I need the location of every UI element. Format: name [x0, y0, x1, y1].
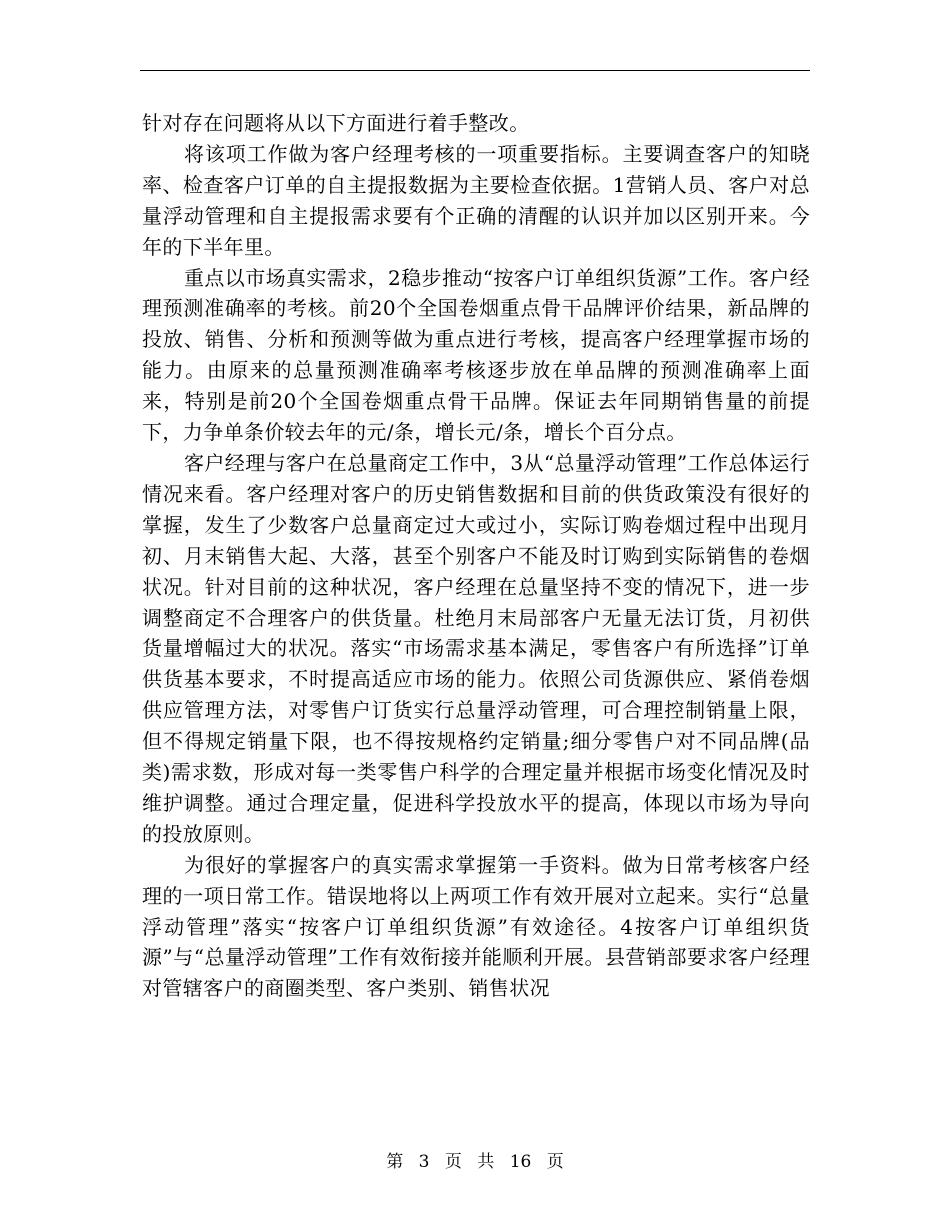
page-footer	[0, 1150, 950, 1174]
footer-label-page-unit: 页	[444, 1152, 462, 1172]
paragraph-2: 将该项工作做为客户经理考核的一项重要指标。主要调查客户的知晓率、检查客户订单的自主提报数据为主要检查依据。1营销人员、客户对总量浮动管理和自主提报需求要有个正确的清醒的认识并加以区别开来。今年的下半年里。	[142, 141, 810, 259]
paragraph-1: 针对存在问题将从以下方面进行着手整改。	[142, 111, 530, 135]
footer-label-total: 共	[477, 1152, 495, 1172]
header-rule	[140, 70, 810, 71]
footer-label-total-unit: 页	[546, 1152, 564, 1172]
paragraph-3: 重点以市场真实需求，2稳步推动“按客户订单组织货源”工作。客户经理预测准确率的考核。前20个全国卷烟重点骨干品牌评价结果，新品牌的投放、销售、分析和预测等做为重点进行考核，提高客户经理掌握市场的能力。由原来的总量预测准确率考核逐步放在单品牌的预测准确率上面来，特别是前20个全国卷烟重点骨干品牌。保证去年同期销售量的前提下，力争单条价较去年的元/条，增长元/条，增长个百分点。	[142, 265, 810, 445]
footer-total-pages: 16	[509, 1152, 532, 1172]
footer-current-page: 3	[418, 1152, 430, 1172]
paragraph-5: 为很好的掌握客户的真实需求掌握第一手资料。做为日常考核客户经理的一项日常工作。错误地将以上两项工作有效开展对立起来。实行“总量浮动管理”落实“按客户订单组织货源”有效途径。4按客户订单组织货源”与“总量浮动管理”工作有效衔接并能顺利开展。县营销部要求客户经理对管辖客户的商圈类型、客户类别、销售状况	[142, 852, 810, 1001]
paragraph-4: 客户经理与客户在总量商定工作中，3从“总量浮动管理”工作总体运行情况来看。客户经理对客户的历史销售数据和目前的供货政策没有很好的掌握，发生了少数客户总量商定过大或过小，实际订购卷烟过程中出现月初、月末销售大起、大落，甚至个别客户不能及时订购到实际销售的卷烟状况。针对目前的这种状况，客户经理在总量坚持不变的情况下，进一步调整商定不合理客户的供货量。杜绝月末局部客户无量无法订货，月初供货量增幅过大的状况。落实“市场需求基本满足，零售客户有所选择”订单供货基本要求，不时提高适应市场的能力。依照公司货源供应、紧俏卷烟供应管理方法，对零售户订货实行总量浮动管理，可合理控制销量上限，但不得规定销量下限，也不得按规格约定销量;细分零售户对不同品牌(品类)需求数，形成对每一类零售户科学的合理定量并根据市场变化情况及时维护调整。通过合理定量，促进科学投放水平的提高，体现以市场为导向的投放原则。	[142, 450, 810, 846]
footer-label-page: 第	[386, 1152, 404, 1172]
document-body	[142, 108, 810, 1004]
